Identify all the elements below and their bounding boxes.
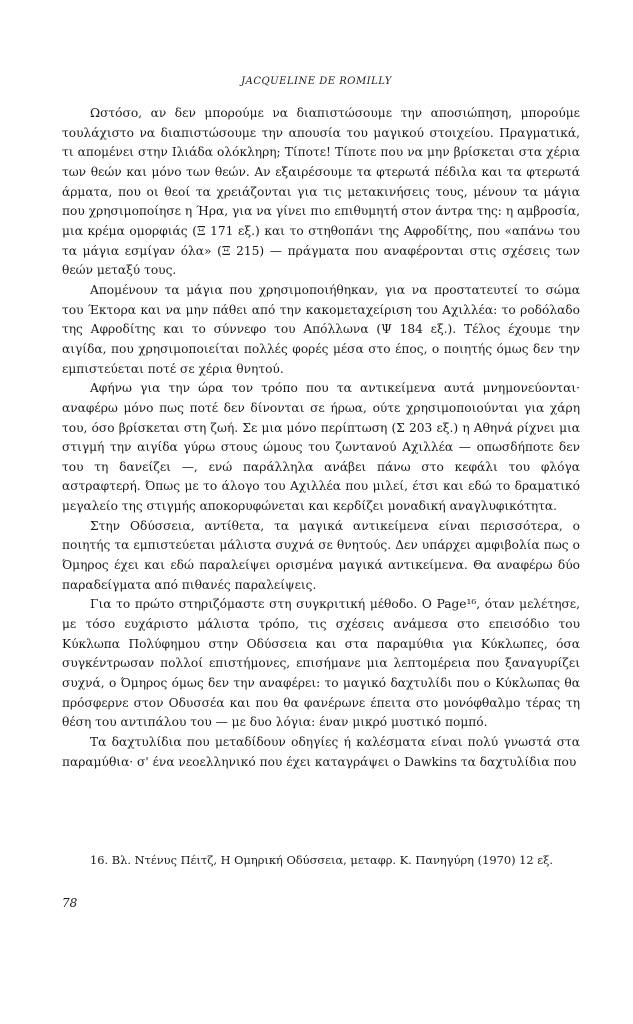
paragraph: Τα δαχτυλίδια που μεταδίδουν οδηγίες ή καλέσματα είναι πολύ γνωστά στα παραμύθια· σ' ένα νεοελληνικό που έχει καταγράψει ο Dawkins τα δαχτυλίδια που [62,735,580,769]
running-head: JACQUELINE DE ROMILLY [241,76,392,87]
body-text [62,104,580,772]
page-number: 78 [62,896,78,910]
paragraph: Για το πρώτο στηριζόμαστε στη συγκριτική μέθοδο. Ο Page¹⁶, όταν μελέτησε, με τόσο ευχάριστο μάλιστα τρόπο, τις σχέσεις ανάμεσα στο επεισόδιο του Κύκλωπα Πολύφημου στην Οδύσσεια και στα παραμύθια για Κύκλωπες, όσα συγκέντρωσαν πολλοί επιστήμονες, επισήμανε μια λεπτομέρεια που ξαναγυρίζει συχνά, ο Όμηρος όμως δεν την αναφέρει: το μαγικό δαχτυλίδι που ο Κύκλωπας θα πρόσφερνε στον Οδυσσέα και που θα φανέρωνε έπειτα στο μονόφθαλμο τέρας τη θέση του αντιπάλου του — με δυο λόγια: έναν μικρό μυστικό πομπό. [62,597,580,730]
paragraph: Στην Οδύσσεια, αντίθετα, τα μαγικά αντικείμενα είναι περισσότερα, ο ποιητής τα εμπιστεύεται μάλιστα συχνά σε θνητούς. Δεν υπάρχει αμφιβολία πως ο Όμηρος έχει και εδώ παραλείψει ορισμένα μαγικά αντικείμενα. Θα αναφέρω δύο παραδείγματα από πιθανές παραλείψεις. [62,518,580,592]
paragraph: Ωστόσο, αν δεν μπορούμε να διαπιστώσουμε την αποσιώπηση, μπορούμε τουλάχιστο να διαπιστώσουμε την απουσία του μαγικού στοιχείου. Πραγματικά, τι απομένει στην Ιλιάδα ολόκληρη; Τίποτε! Τίποτε που να μην βρίσκεται στα χέρια των θεών και μόνο των θεών. Αν εξαιρέσουμε τα φτερωτά πέδιλα και τα φτερωτά άρματα, που οι θεοί τα χρειάζονται για τις μετακινήσεις τους, μένουν τα μάγια που χρησιμοποίησε η Ήρα, για να γίνει πιο επιθυμητή στον άντρα της: η αμβροσία, μια κρέμα ομορφιάς (Ξ 171 εξ.) και το στηθοπάνι της Αφροδίτης, που «απάνω του τα μάγια εσμίγαν όλα» (Ξ 215) — πράγματα που αναφέρονται στις σχέσεις των θεών μεταξύ τους. [62,106,580,278]
paragraph: Απομένουν τα μάγια που χρησιμοποιήθηκαν, για να προστατευτεί το σώμα του Έκτορα και να μην πάθει από την κακομεταχείριση του Αχιλλέα: το ροδόλαδο της Αφροδίτης και το σύννεφο του Απόλλωνα (Ψ 184 εξ.). Τέλος έχουμε την αιγίδα, που χρησιμοποιείται πολλές φορές μέσα στο έπος, ο ποιητής όμως δεν την εμπιστεύεται ποτέ σε χέρια θνητού. [62,282,580,376]
paragraph: Αφήνω για την ώρα τον τρόπο που τα αντικείμενα αυτά μνημονεύονται· αναφέρω μόνο πως ποτέ δεν δίνονται σε ήρωα, ούτε χρησιμοποιούνται για χάρη του, όσο βρίσκεται στη ζωή. Σε μια μόνο περίπτωση (Σ 203 εξ.) η Αθηνά ρίχνει μια στιγμή την αιγίδα γύρω στους ώμους του ζωντανού Αχιλλέα — οπωσδήποτε δεν του τη δανείζει —, ενώ παράλληλα ανάβει πάνω στο κεφάλι του φλόγα αστραφτερή. Όπως με το άλογο του Αχιλλέα που μιλεί, έτσι και εδώ το δραματικό μεγαλείο της στιγμής αποκορυφώνεται και κερδίζει μοναδική αναγλυφικότητα. [62,381,580,514]
footnote: 16. Βλ. Ντένυς Πέιτζ, Η Ομηρική Οδύσσεια, μεταφρ. Κ. Πανηγύρη (1970) 12 εξ. [90,853,554,867]
